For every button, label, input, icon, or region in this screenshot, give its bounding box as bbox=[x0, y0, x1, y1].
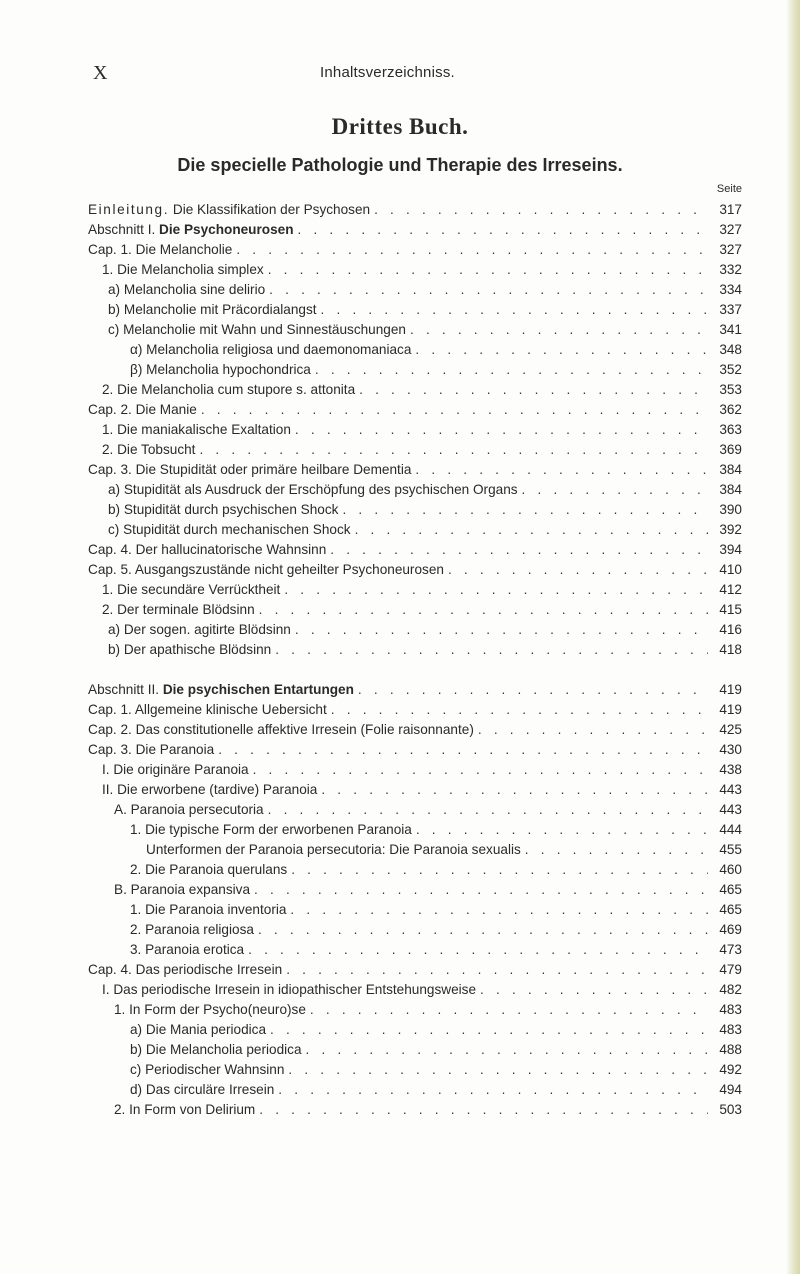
toc-entry bbox=[108, 300, 742, 320]
toc-page-number: 394 bbox=[719, 542, 742, 557]
toc-page-number: 392 bbox=[719, 522, 742, 537]
toc-entry-label: β) Melancholia hypochondrica bbox=[130, 362, 311, 377]
toc-page-number: 443 bbox=[719, 802, 742, 817]
toc-entry bbox=[88, 400, 742, 420]
dot-leader bbox=[480, 980, 708, 1000]
toc-page-number: 327 bbox=[719, 242, 742, 257]
dot-leader bbox=[275, 640, 708, 660]
toc-entry-label: Cap. 4. Der hallucinatorische Wahnsinn bbox=[88, 542, 327, 557]
toc-entry-label: Cap. 4. Das periodische Irresein bbox=[88, 962, 283, 977]
dot-leader bbox=[295, 620, 708, 640]
toc-page-number: 352 bbox=[719, 362, 742, 377]
dot-leader bbox=[268, 800, 708, 820]
running-header bbox=[0, 62, 800, 86]
toc-entry-label: 2. In Form von Delirium bbox=[114, 1102, 256, 1117]
toc-entry bbox=[108, 620, 742, 640]
dot-leader bbox=[330, 540, 708, 560]
toc-page-number: 483 bbox=[719, 1002, 742, 1017]
toc-entry-label: Cap. 2. Die Manie bbox=[88, 402, 197, 417]
toc-entry-label: Cap. 5. Ausgangszustände nicht geheilter Psychoneurosen bbox=[88, 562, 444, 577]
toc-entry-label: a) Stupidität als Ausdruck der Erschöpfung des psychischen Organs bbox=[108, 482, 518, 497]
toc-page-number: 444 bbox=[719, 822, 742, 837]
toc-entry bbox=[102, 980, 742, 1000]
toc-page-number: 327 bbox=[719, 222, 742, 237]
dot-leader bbox=[218, 740, 708, 760]
dot-leader bbox=[415, 340, 708, 360]
toc-entry-label: 1. Die secundäre Verrücktheit bbox=[102, 582, 281, 597]
toc-entry bbox=[102, 600, 742, 620]
dot-leader bbox=[290, 900, 708, 920]
toc-entry-label: Cap. 1. Allgemeine klinische Uebersicht bbox=[88, 702, 327, 717]
toc-entry bbox=[102, 780, 742, 800]
seite-column-label: Seite bbox=[716, 183, 742, 195]
toc-entry-label: Cap. 3. Die Paranoia bbox=[88, 742, 215, 757]
toc-entry bbox=[108, 480, 742, 500]
dot-leader bbox=[306, 1040, 708, 1060]
dot-leader bbox=[448, 560, 708, 580]
toc-entry-label: c) Stupidität durch mechanischen Shock bbox=[108, 522, 351, 537]
toc-entry bbox=[88, 240, 742, 260]
toc-entry-label: I. Die originäre Paranoia bbox=[102, 762, 249, 777]
toc-page-number: 425 bbox=[719, 722, 742, 737]
toc-page-number: 494 bbox=[719, 1082, 742, 1097]
toc-entry bbox=[102, 260, 742, 280]
toc-entry bbox=[130, 340, 742, 360]
toc-page-number: 332 bbox=[719, 262, 742, 277]
toc-page-number: 460 bbox=[719, 862, 742, 877]
toc-page-number: 465 bbox=[719, 902, 742, 917]
page-edge bbox=[786, 0, 800, 1274]
toc-entry-label: d) Das circuläre Irresein bbox=[130, 1082, 275, 1097]
toc-entry bbox=[130, 1060, 742, 1080]
toc-entry-label: α) Melancholia religiosa und daemonomaniaca bbox=[130, 342, 412, 357]
toc-page-number: 341 bbox=[719, 322, 742, 337]
toc-entry bbox=[88, 720, 742, 740]
dot-leader bbox=[478, 720, 708, 740]
toc-entry bbox=[146, 840, 742, 860]
toc-entry bbox=[88, 460, 742, 480]
dot-leader bbox=[359, 380, 708, 400]
toc-page-number: 438 bbox=[719, 762, 742, 777]
toc-entry bbox=[88, 700, 742, 720]
toc-page-number: 443 bbox=[719, 782, 742, 797]
toc-entry-label: 2. Die Paranoia querulans bbox=[130, 862, 288, 877]
dot-leader bbox=[284, 580, 708, 600]
dot-leader bbox=[416, 820, 708, 840]
dot-leader bbox=[201, 400, 708, 420]
toc-entry bbox=[130, 860, 742, 880]
toc-entry-label: A. Paranoia persecutoria bbox=[114, 802, 264, 817]
toc-entry-label: b) Stupidität durch psychischen Shock bbox=[108, 502, 339, 517]
toc-page-number: 412 bbox=[719, 582, 742, 597]
toc-page-number: 390 bbox=[719, 502, 742, 517]
dot-leader bbox=[259, 600, 708, 620]
toc-entry-label: Abschnitt I. Die Psychoneurosen bbox=[88, 222, 294, 237]
toc-page-number: 317 bbox=[719, 202, 742, 217]
toc-entry bbox=[88, 560, 742, 580]
dot-leader bbox=[321, 300, 708, 320]
toc-page-number: 418 bbox=[719, 642, 742, 657]
dot-leader bbox=[342, 500, 708, 520]
toc-page-number: 473 bbox=[719, 942, 742, 957]
toc-entry-label: 2. Der terminale Blödsinn bbox=[102, 602, 255, 617]
dot-leader bbox=[374, 200, 708, 220]
toc-entry-label: 1. In Form der Psycho(neuro)se bbox=[114, 1002, 306, 1017]
toc-page-number: 353 bbox=[719, 382, 742, 397]
toc-section-title: Die psychischen Entartungen bbox=[162, 682, 354, 697]
toc-page-number: 416 bbox=[719, 622, 742, 637]
toc-page-number: 362 bbox=[719, 402, 742, 417]
toc-entry bbox=[102, 760, 742, 780]
book-subtitle: Die specielle Pathologie und Therapie des Irreseins. bbox=[177, 155, 623, 175]
dot-leader bbox=[321, 780, 708, 800]
dot-leader bbox=[248, 940, 708, 960]
toc-entry bbox=[130, 920, 742, 940]
toc-page-number: 482 bbox=[719, 982, 742, 997]
dot-leader bbox=[525, 840, 708, 860]
toc-entry bbox=[114, 800, 742, 820]
toc-entry bbox=[102, 380, 742, 400]
toc-entry bbox=[88, 200, 742, 220]
toc-entry bbox=[114, 1000, 742, 1020]
toc-entry-label: Unterformen der Paranoia persecutoria: Die Paranoia sexualis bbox=[146, 842, 521, 857]
toc-entry-label: II. Die erworbene (tardive) Paranoia bbox=[102, 782, 318, 797]
toc-entry bbox=[102, 420, 742, 440]
toc-entry bbox=[108, 320, 742, 340]
toc-entry bbox=[108, 640, 742, 660]
dot-leader bbox=[522, 480, 708, 500]
toc-page-number: 492 bbox=[719, 1062, 742, 1077]
toc-page-number: 363 bbox=[719, 422, 742, 437]
toc-page-number: 419 bbox=[719, 702, 742, 717]
toc-entry-label: I. Das periodische Irresein in idiopathischer Entstehungsweise bbox=[102, 982, 477, 997]
toc-entry-label: a) Die Mania periodica bbox=[130, 1022, 267, 1037]
toc-entry-label: a) Der sogen. agitirte Blödsinn bbox=[108, 622, 291, 637]
toc-entry-label: Abschnitt II. Die psychischen Entartungen bbox=[88, 682, 354, 697]
toc-page-number: 479 bbox=[719, 962, 742, 977]
toc-page-number: 348 bbox=[719, 342, 742, 357]
running-title: Inhaltsverzeichniss. bbox=[320, 64, 455, 81]
toc-entry bbox=[130, 1080, 742, 1100]
toc-entry bbox=[108, 520, 742, 540]
toc-page-number: 455 bbox=[719, 842, 742, 857]
dot-leader bbox=[295, 420, 708, 440]
dot-leader bbox=[268, 260, 708, 280]
toc-page-number: 483 bbox=[719, 1022, 742, 1037]
toc-entry bbox=[102, 440, 742, 460]
toc-page-number: 469 bbox=[719, 922, 742, 937]
dot-leader bbox=[315, 360, 708, 380]
toc-entry bbox=[88, 680, 742, 700]
toc-section-title: Die Psychoneurosen bbox=[159, 222, 294, 237]
toc-page-number: 410 bbox=[719, 562, 742, 577]
book-title: Drittes Buch. bbox=[331, 114, 469, 139]
toc-page-number: 334 bbox=[719, 282, 742, 297]
dot-leader bbox=[286, 960, 708, 980]
dot-leader bbox=[415, 460, 708, 480]
toc-entry-label: b) Melancholie mit Präcordialangst bbox=[108, 302, 317, 317]
dot-leader bbox=[288, 1060, 708, 1080]
toc-entry-label: 1. Die Melancholia simplex bbox=[102, 262, 264, 277]
toc-entry bbox=[114, 1100, 742, 1120]
toc-entry bbox=[130, 820, 742, 840]
toc-page-number: 488 bbox=[719, 1042, 742, 1057]
toc-page-number: 369 bbox=[719, 442, 742, 457]
dot-leader bbox=[358, 680, 708, 700]
dot-leader bbox=[298, 220, 708, 240]
toc-entry bbox=[88, 740, 742, 760]
dot-leader bbox=[410, 320, 708, 340]
toc-page-number: 384 bbox=[719, 462, 742, 477]
toc-entry-label: 1. Die Paranoia inventoria bbox=[130, 902, 287, 917]
toc-entry bbox=[88, 540, 742, 560]
toc-entry-label: b) Der apathische Blödsinn bbox=[108, 642, 272, 657]
dot-leader bbox=[291, 860, 708, 880]
toc-entry-label: Einleitung. Die Klassifikation der Psychosen bbox=[88, 202, 371, 217]
toc-entry bbox=[88, 220, 742, 240]
toc-entry bbox=[88, 960, 742, 980]
dot-leader bbox=[259, 1100, 708, 1120]
toc-page-number: 430 bbox=[719, 742, 742, 757]
toc-entry bbox=[130, 1020, 742, 1040]
toc-entry-label: B. Paranoia expansiva bbox=[114, 882, 251, 897]
toc-entry bbox=[130, 1040, 742, 1060]
toc-entry-label: b) Die Melancholia periodica bbox=[130, 1042, 302, 1057]
toc-entry-label: 2. Die Melancholia cum stupore s. attonita bbox=[102, 382, 356, 397]
dot-leader bbox=[278, 1080, 708, 1100]
dot-leader bbox=[254, 880, 708, 900]
toc-entry bbox=[102, 580, 742, 600]
toc-entry bbox=[130, 360, 742, 380]
toc-entry-label: Cap. 2. Das constitutionelle affektive Irresein (Folie raisonnante) bbox=[88, 722, 474, 737]
toc-page-number: 337 bbox=[719, 302, 742, 317]
toc-entry-label: Cap. 3. Die Stupidität oder primäre heilbare Dementia bbox=[88, 462, 412, 477]
toc-page-number: 465 bbox=[719, 882, 742, 897]
toc-entry-label: 1. Die maniakalische Exaltation bbox=[102, 422, 291, 437]
dot-leader bbox=[253, 760, 708, 780]
dot-leader bbox=[270, 1020, 708, 1040]
toc-entry-label: 1. Die typische Form der erworbenen Paranoia bbox=[130, 822, 412, 837]
dot-leader bbox=[258, 920, 708, 940]
toc-entry-label: c) Melancholie mit Wahn und Sinnestäuschungen bbox=[108, 322, 406, 337]
page-number: X bbox=[93, 62, 108, 84]
dot-leader bbox=[236, 240, 708, 260]
toc-page-number: 503 bbox=[719, 1102, 742, 1117]
toc-entry bbox=[130, 900, 742, 920]
dot-leader bbox=[331, 700, 708, 720]
toc-entry-label: Cap. 1. Die Melancholie bbox=[88, 242, 233, 257]
dot-leader bbox=[269, 280, 708, 300]
toc-entry-label: c) Periodischer Wahnsinn bbox=[130, 1062, 285, 1077]
toc-entry bbox=[114, 880, 742, 900]
toc-entry-label: 3. Paranoia erotica bbox=[130, 942, 245, 957]
dot-leader bbox=[310, 1000, 708, 1020]
toc-page-number: 415 bbox=[719, 602, 742, 617]
toc-entry-label: a) Melancholia sine delirio bbox=[108, 282, 266, 297]
toc-entry-label: 2. Paranoia religiosa bbox=[130, 922, 254, 937]
dot-leader bbox=[355, 520, 708, 540]
toc-page-number: 384 bbox=[719, 482, 742, 497]
toc-entry bbox=[130, 940, 742, 960]
toc-entry bbox=[108, 280, 742, 300]
toc-page-number: 419 bbox=[719, 682, 742, 697]
toc-entry bbox=[108, 500, 742, 520]
toc-entry-label: 2. Die Tobsucht bbox=[102, 442, 196, 457]
dot-leader bbox=[199, 440, 708, 460]
